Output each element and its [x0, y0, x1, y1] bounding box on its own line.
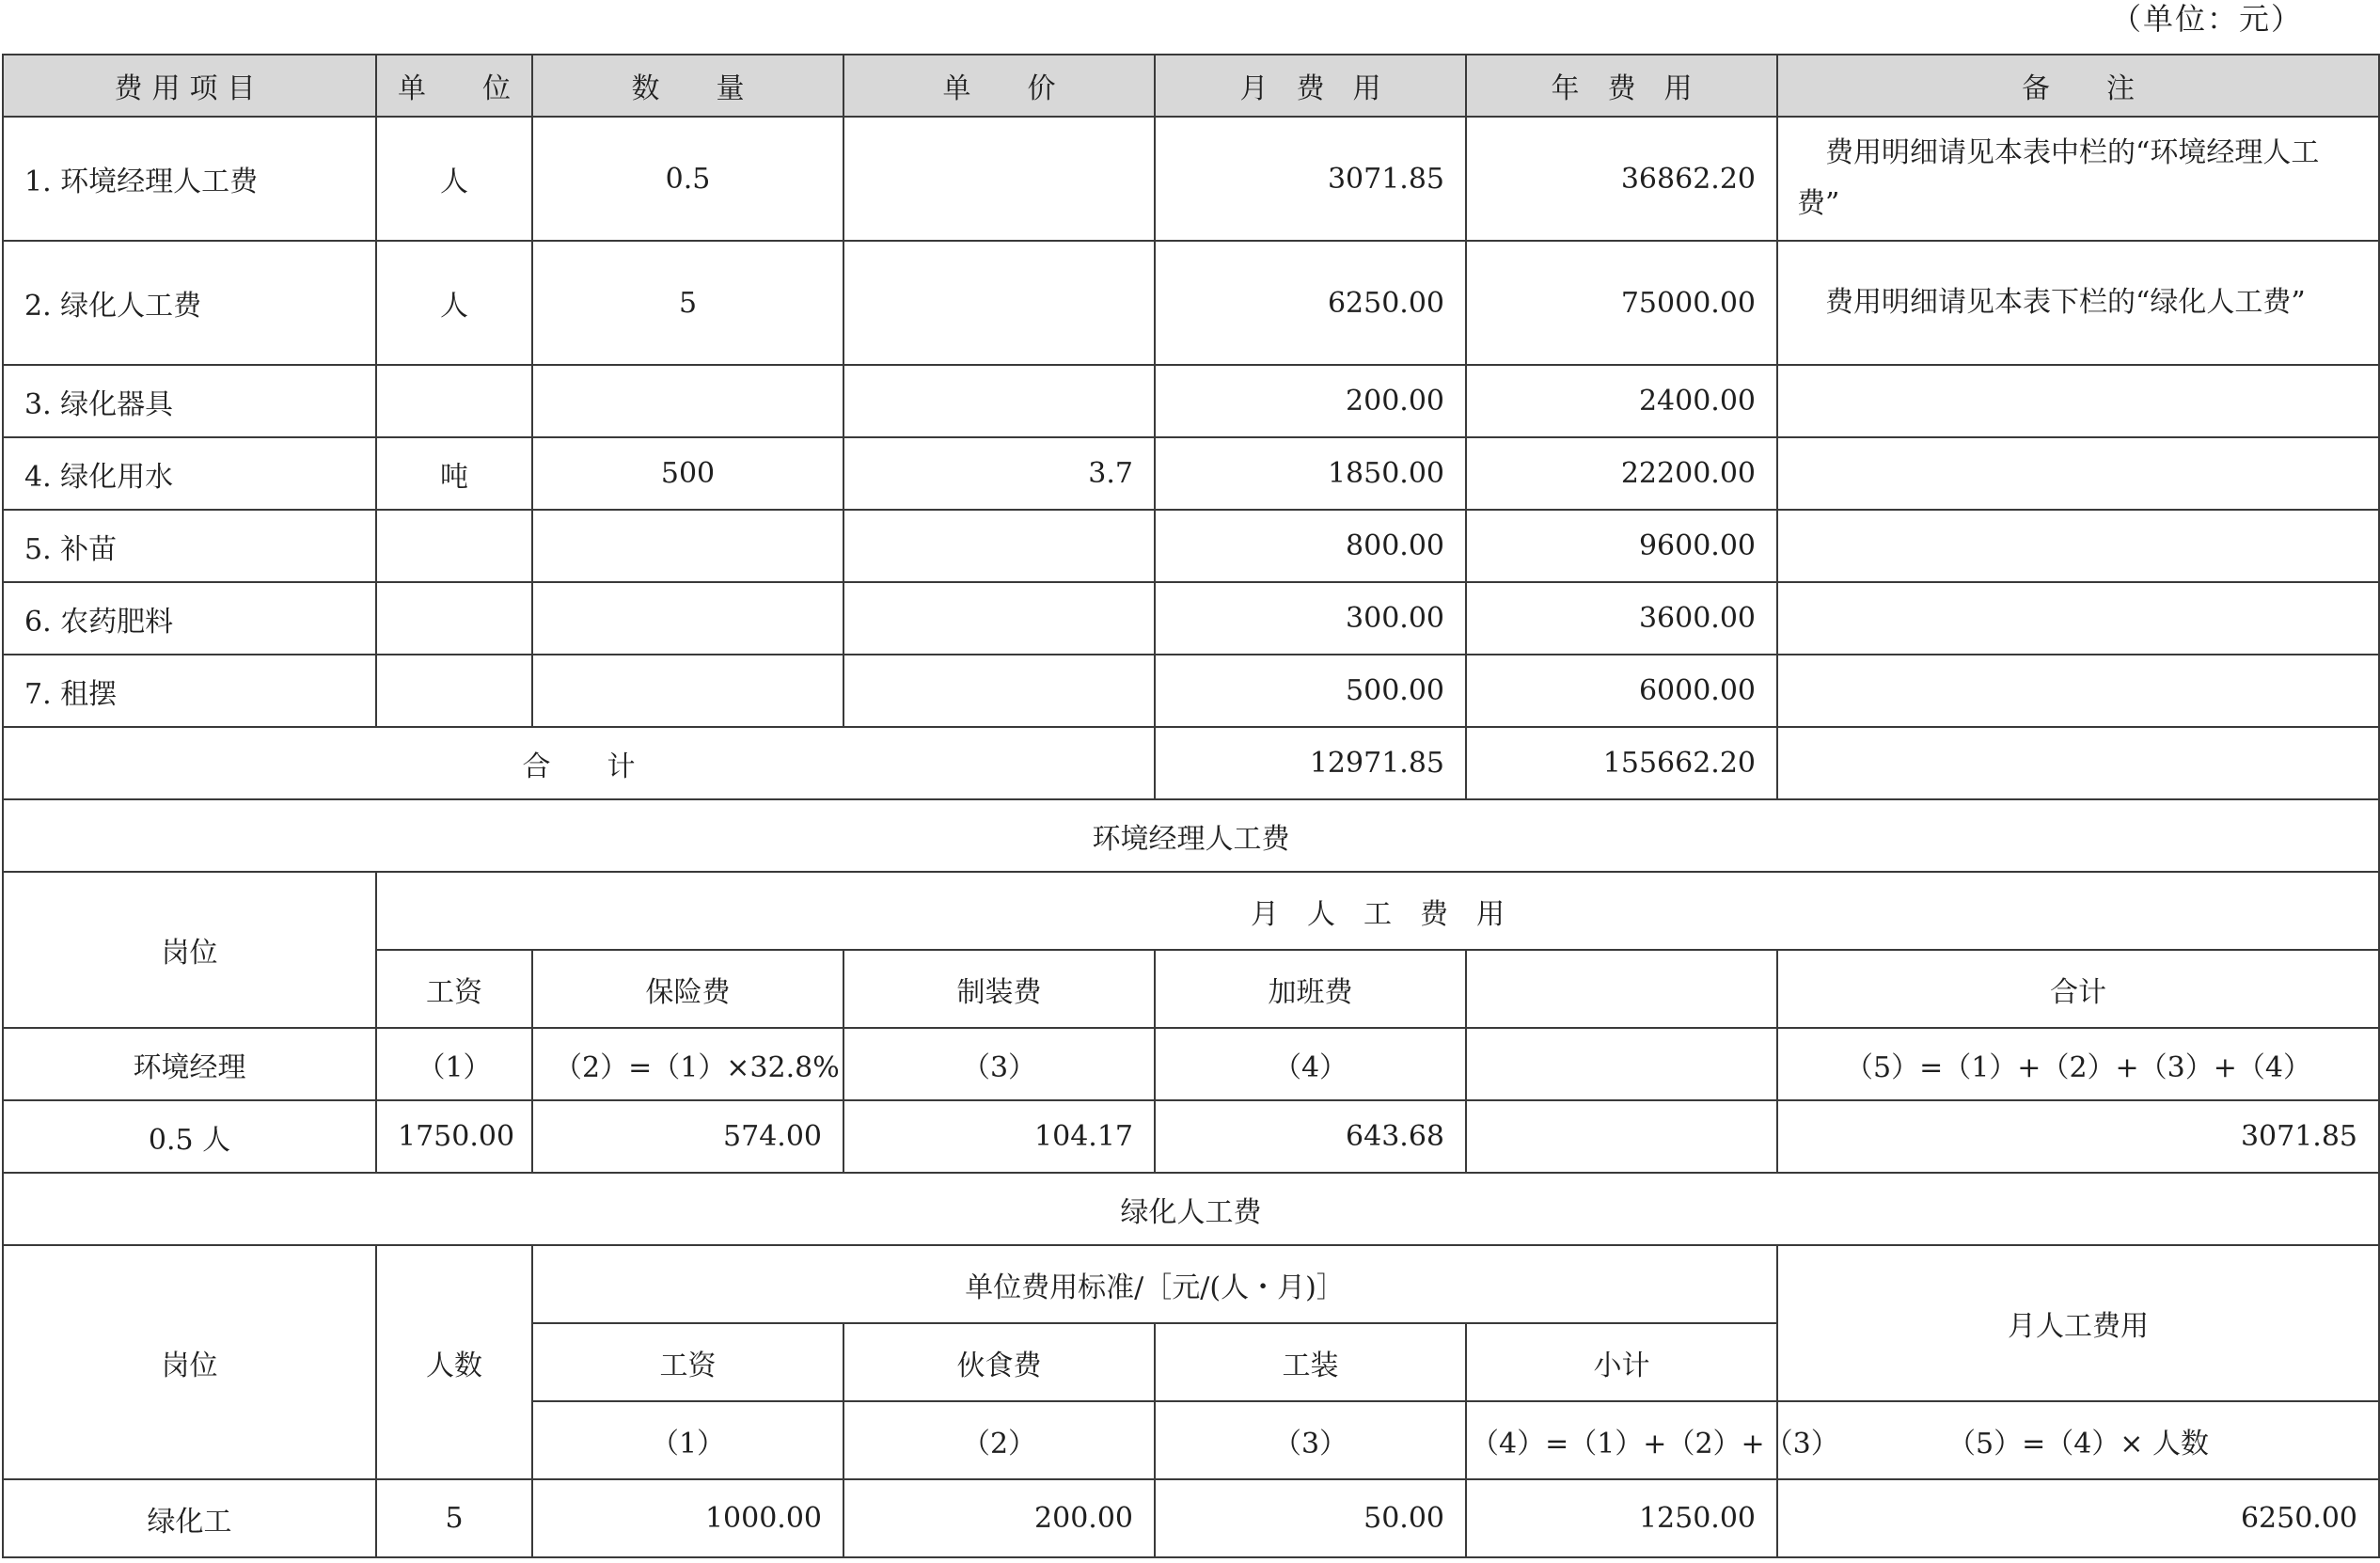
item-annual: 75000.00: [1466, 241, 1777, 365]
greening-formula: （4）=（1）+（2）+（3）: [1466, 1401, 1777, 1479]
cost-table: [2, 54, 2380, 1558]
table-row: [3, 655, 2379, 727]
manager-value: 643.68: [1155, 1100, 1466, 1173]
header-cell: 单 价: [843, 55, 1155, 117]
item-monthly: 500.00: [1155, 655, 1466, 727]
total-note: [1777, 727, 2379, 799]
item-monthly: 300.00: [1155, 582, 1466, 655]
manager-formula: （1）: [376, 1028, 532, 1100]
item-name: 1. 环境经理人工费: [3, 117, 376, 241]
item-qty: [532, 365, 843, 437]
section-title-row: [3, 1173, 2379, 1245]
header-cell: 费用项目: [3, 55, 376, 117]
manager-section-title: 环境经理人工费: [3, 799, 2379, 872]
item-note: [1777, 655, 2379, 727]
greening-value: 200.00: [843, 1479, 1155, 1557]
greening-count-label: 人数: [376, 1245, 532, 1479]
item-name: 2. 绿化人工费: [3, 241, 376, 365]
item-name: 5. 补苗: [3, 510, 376, 582]
item-qty: [532, 655, 843, 727]
item-monthly: 6250.00: [1155, 241, 1466, 365]
manager-value: [1466, 1100, 1777, 1173]
greening-col: 工资: [532, 1323, 843, 1401]
manager-value: 574.00: [532, 1100, 843, 1173]
greening-monthly-label: 月人工费用: [1777, 1245, 2379, 1401]
greening-value-row: [3, 1479, 2379, 1557]
manager-col: 保险费: [532, 950, 843, 1028]
manager-value: 3071.85: [1777, 1100, 2379, 1173]
item-annual: 9600.00: [1466, 510, 1777, 582]
item-annual: 36862.20: [1466, 117, 1777, 241]
greening-col: 工装: [1155, 1323, 1466, 1401]
item-name: 7. 租摆: [3, 655, 376, 727]
item-qty: 500: [532, 437, 843, 510]
item-note: 费用明细请见本表中栏的“环境经理人工费”: [1777, 117, 2379, 241]
manager-value-row: [3, 1100, 2379, 1173]
item-unit: [376, 365, 532, 437]
item-note: [1777, 437, 2379, 510]
manager-col: 合计: [1777, 950, 2379, 1028]
item-qty: 5: [532, 241, 843, 365]
manager-group-row: [3, 872, 2379, 950]
item-unit: 吨: [376, 437, 532, 510]
item-note: [1777, 365, 2379, 437]
item-name: 6. 农药肥料: [3, 582, 376, 655]
header-cell: 数 量: [532, 55, 843, 117]
greening-value: 50.00: [1155, 1479, 1466, 1557]
section-title-row: [3, 799, 2379, 872]
header-cell: 年 费 用: [1466, 55, 1777, 117]
table-row: [3, 117, 2379, 241]
greening-formula: （3）: [1155, 1401, 1466, 1479]
manager-formula-row: [3, 1028, 2379, 1100]
item-name: 3. 绿化器具: [3, 365, 376, 437]
greening-formula: （5）=（4）× 人数: [1777, 1401, 2379, 1479]
greening-value: 5: [376, 1479, 532, 1557]
item-unit: 人: [376, 117, 532, 241]
item-price: 3.7: [843, 437, 1155, 510]
item-qty: 0.5: [532, 117, 843, 241]
table-row: [3, 582, 2379, 655]
item-price: [843, 510, 1155, 582]
item-note: 费用明细请见本表下栏的“绿化人工费”: [1777, 241, 2379, 365]
table-row: [3, 437, 2379, 510]
item-monthly: 3071.85: [1155, 117, 1466, 241]
header-cell: 备 注: [1777, 55, 2379, 117]
greening-group-label: 单位费用标准/［元/(人・月)］: [532, 1245, 1777, 1323]
item-price: [843, 241, 1155, 365]
item-unit: [376, 582, 532, 655]
item-unit: 人: [376, 241, 532, 365]
manager-col: 工资: [376, 950, 532, 1028]
item-monthly: 1850.00: [1155, 437, 1466, 510]
item-price: [843, 117, 1155, 241]
table-row: [3, 365, 2379, 437]
greening-value: 6250.00: [1777, 1479, 2379, 1557]
greening-section-title: 绿化人工费: [3, 1173, 2379, 1245]
unit-note: （单位：元）: [2110, 1, 2303, 37]
item-annual: 6000.00: [1466, 655, 1777, 727]
greening-formula: （1）: [532, 1401, 843, 1479]
greening-group-row: [3, 1245, 2379, 1323]
manager-formula: （4）: [1155, 1028, 1466, 1100]
item-qty: [532, 510, 843, 582]
item-monthly: 800.00: [1155, 510, 1466, 582]
manager-formula: 环境经理: [3, 1028, 376, 1100]
manager-col: 加班费: [1155, 950, 1466, 1028]
manager-col: [1466, 950, 1777, 1028]
table-row: [3, 510, 2379, 582]
greening-value: 绿化工: [3, 1479, 376, 1557]
header-cell: 单 位: [376, 55, 532, 117]
manager-formula: [1466, 1028, 1777, 1100]
item-qty: [532, 582, 843, 655]
manager-formula: （5）=（1）+（2）+（3）+（4）: [1777, 1028, 2379, 1100]
total-row: [3, 727, 2379, 799]
item-unit: [376, 510, 532, 582]
header-cell: 月 费 用: [1155, 55, 1466, 117]
total-annual: 155662.20: [1466, 727, 1777, 799]
header-row: [3, 55, 2379, 117]
item-note: [1777, 582, 2379, 655]
greening-formula: （2）: [843, 1401, 1155, 1479]
greening-col: 伙食费: [843, 1323, 1155, 1401]
table-row: [3, 241, 2379, 365]
item-annual: 22200.00: [1466, 437, 1777, 510]
manager-group-label: 月 人 工 费 用: [376, 872, 2379, 950]
greening-value: 1000.00: [532, 1479, 843, 1557]
item-price: [843, 655, 1155, 727]
item-note: [1777, 510, 2379, 582]
manager-value: 104.17: [843, 1100, 1155, 1173]
item-price: [843, 582, 1155, 655]
total-label: 合 计: [3, 727, 1155, 799]
total-monthly: 12971.85: [1155, 727, 1466, 799]
item-annual: 2400.00: [1466, 365, 1777, 437]
item-annual: 3600.00: [1466, 582, 1777, 655]
item-price: [843, 365, 1155, 437]
item-name: 4. 绿化用水: [3, 437, 376, 510]
item-unit: [376, 655, 532, 727]
greening-post-label: 岗位: [3, 1245, 376, 1479]
manager-col: 制装费: [843, 950, 1155, 1028]
item-monthly: 200.00: [1155, 365, 1466, 437]
manager-formula: （2）=（1）×32.8%: [532, 1028, 843, 1100]
manager-formula: （3）: [843, 1028, 1155, 1100]
greening-col: 小计: [1466, 1323, 1777, 1401]
manager-post-label: 岗位: [3, 872, 376, 1028]
greening-value: 1250.00: [1466, 1479, 1777, 1557]
manager-value: 0.5 人: [3, 1100, 376, 1173]
manager-value: 1750.00: [376, 1100, 532, 1173]
